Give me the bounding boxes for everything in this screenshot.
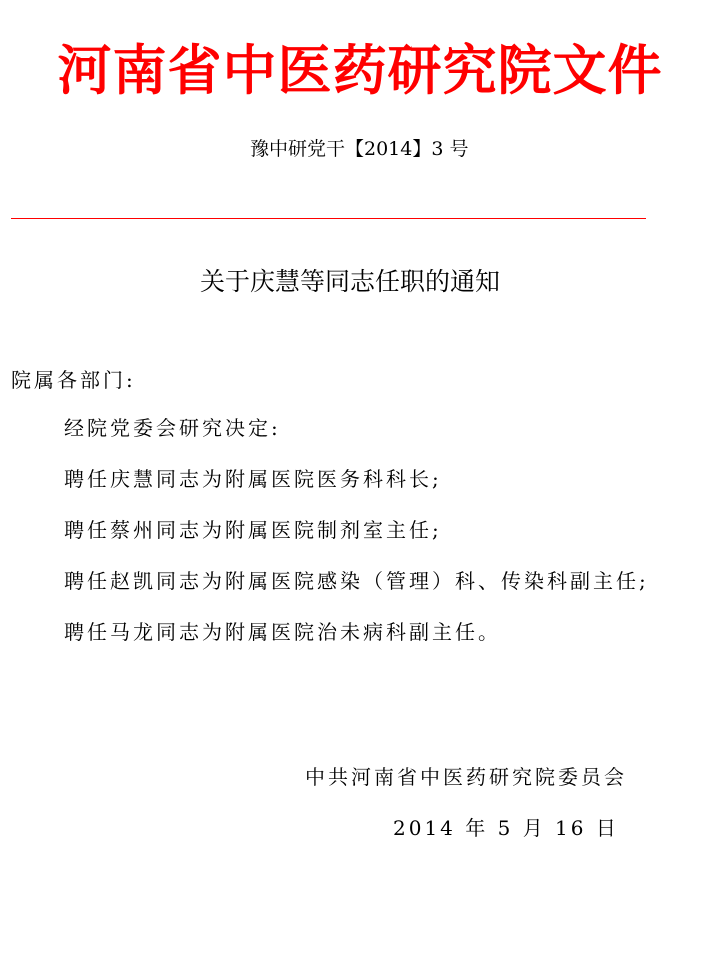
body-line-appointment: 聘任蔡州同志为附属医院制剂室主任; [64,518,442,542]
body-line-appointment: 聘任马龙同志为附属医院治未病科副主任。 [64,620,501,644]
body-line-decision: 经院党委会研究决定: [64,416,281,440]
issuer-signature: 中共河南省中医药研究院委员会 [305,765,627,789]
issue-date: 2014 年 5 月 16 日 [393,816,619,840]
red-divider [11,218,646,219]
salutation: 院属各部门: [11,368,136,392]
document-header-title: 河南省中医药研究院文件 [57,38,663,102]
notice-body [64,412,649,667]
body-line-appointment: 聘任赵凯同志为附属医院感染（管理）科、传染科副主任; [64,569,649,593]
body-line-appointment: 聘任庆慧同志为附属医院医务科科长; [64,467,442,491]
notice-title: 关于庆慧等同志任职的通知 [200,267,501,296]
document-number: 豫中研党干【2014】3 号 [250,138,469,160]
